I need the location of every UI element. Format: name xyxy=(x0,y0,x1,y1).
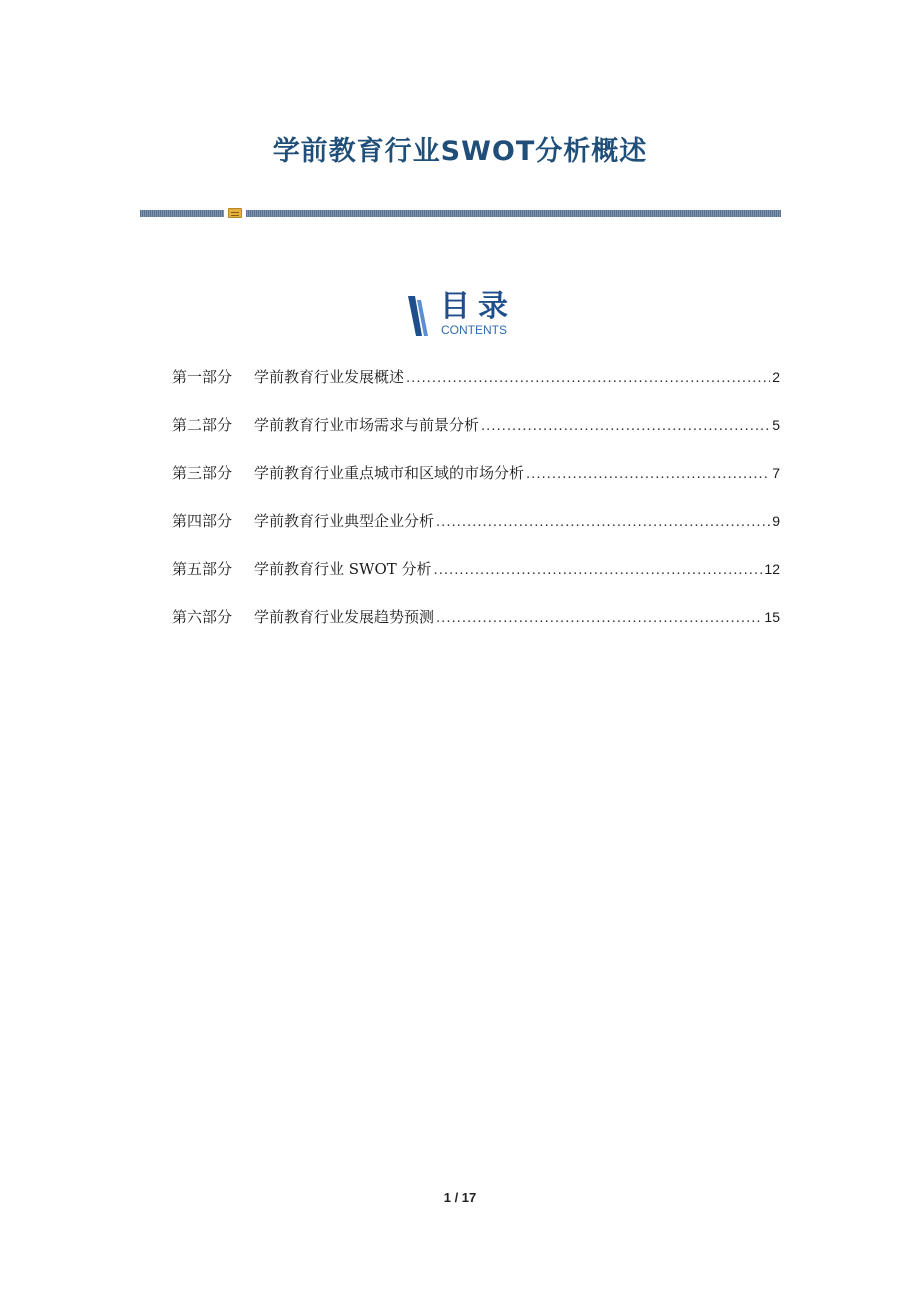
toc-entry-page[interactable]: 9 xyxy=(772,513,780,529)
toc-entry-part: 第一部分 xyxy=(172,368,233,386)
toc-entry-leader xyxy=(436,607,762,629)
toc-entry-page[interactable]: 2 xyxy=(772,369,780,385)
toc-entry-leader xyxy=(526,463,770,485)
toc-entry-part: 第六部分 xyxy=(172,608,233,626)
toc-entry-title[interactable]: 学前教育行业重点城市和区域的市场分析 xyxy=(254,464,525,482)
divider-bar-right xyxy=(246,210,781,217)
toc-entry-part: 第五部分 xyxy=(172,560,233,578)
toc-heading xyxy=(408,289,528,340)
divider-bar-left xyxy=(140,210,224,217)
title-divider xyxy=(140,208,781,218)
page-number: 1 / 17 xyxy=(443,1190,477,1205)
toc-entry-title[interactable]: 学前教育行业市场需求与前景分析 xyxy=(254,416,480,434)
toc-entry-page[interactable]: 15 xyxy=(764,609,780,625)
toc-heading-subtitle: CONTENTS xyxy=(441,323,507,337)
toc-entry[interactable] xyxy=(172,462,780,510)
toc-entry-title[interactable]: 学前教育行业发展趋势预测 xyxy=(254,608,435,626)
toc-entry-page[interactable]: 7 xyxy=(772,465,780,481)
toc-entry-part: 第二部分 xyxy=(172,416,233,434)
toc-entry[interactable] xyxy=(172,558,780,606)
toc-entry-leader xyxy=(436,511,770,533)
document-title: 学前教育行业SWOT分析概述 xyxy=(272,136,648,168)
toc-entry-leader xyxy=(406,367,770,389)
toc-entry-title[interactable]: 学前教育行业发展概述 xyxy=(254,368,405,386)
toc-entry[interactable] xyxy=(172,366,780,414)
slanted-bar-icon xyxy=(408,296,428,336)
toc-heading-title: 目录 xyxy=(440,289,516,324)
toc-entry[interactable] xyxy=(172,414,780,462)
toc-entry[interactable] xyxy=(172,510,780,558)
table-of-contents xyxy=(172,366,780,654)
book-icon xyxy=(228,208,242,218)
toc-entry-part: 第四部分 xyxy=(172,512,233,530)
toc-entry-page[interactable]: 5 xyxy=(772,417,780,433)
toc-entry-title[interactable]: 学前教育行业 SWOT 分析 xyxy=(254,560,432,578)
toc-entry[interactable] xyxy=(172,606,780,654)
toc-entry-page[interactable]: 12 xyxy=(764,561,780,577)
toc-entry-part: 第三部分 xyxy=(172,464,233,482)
toc-entry-title[interactable]: 学前教育行业典型企业分析 xyxy=(254,512,435,530)
toc-entry-leader xyxy=(481,415,770,437)
toc-entry-leader xyxy=(434,559,763,581)
